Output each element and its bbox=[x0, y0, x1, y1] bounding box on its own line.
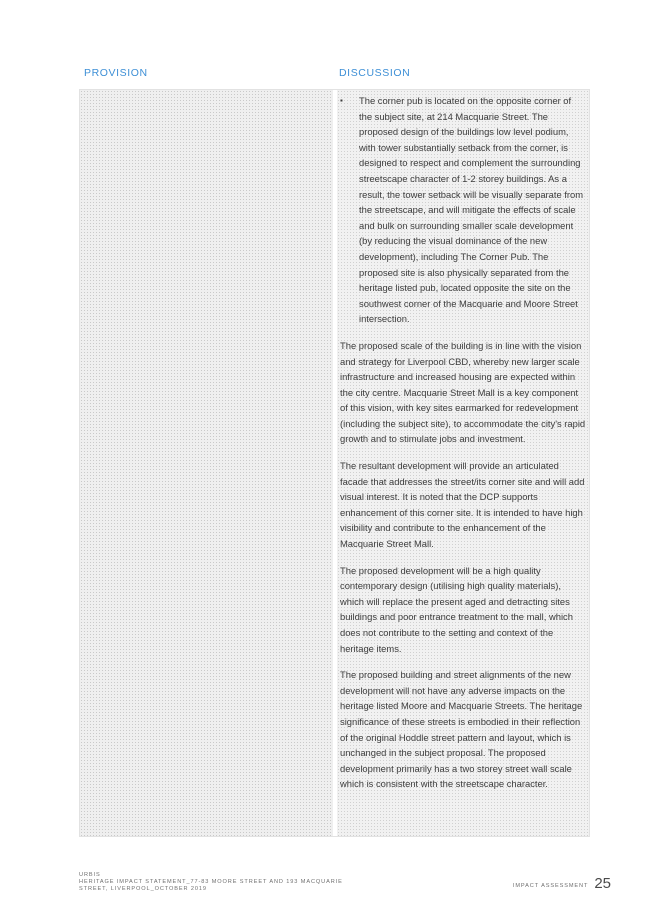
bullet-text: The corner pub is located on the opposite corner of the subject site, at 214 Macquarie Street. The proposed design of the buildings low level podium, with tower substantially setback from the corner, is designed to respect and complement the surrounding streetscape character of 1-2 storey buildings. As a result, the tower setback will be visually separate from the streetscape, and will mitigate the effects of scale and bulk on surrounding smaller scale development (by reducing the visual dominance of the new development), including The Corner Pub. The proposed site is also physically separated from the heritage listed pub, located opposite the site on the southwest corner of the Macquarie and Moore Street intersection. bbox=[359, 95, 584, 325]
paragraph-design-quality: The proposed development will be a high quality contemporary design (utilising high quality materials), which will replace the present aged and detracting sites buildings and poor entrance treatment to the mall, which does not contribute to the setting and context of the heritage items. bbox=[340, 564, 573, 654]
provision-discussion-table bbox=[79, 89, 590, 837]
paragraph-street-alignment: The proposed building and street alignments of the new development will not have any adverse impacts on the heritage listed Moore and Macquarie Streets. The heritage significance of these streets is embodied in their reflection of the original Hoddle street pattern and layout, which is unchanged in the subject proposal. The proposed development primarily has a two storey street wall scale which is consistent with the streetscape character. bbox=[340, 669, 583, 790]
discussion-content bbox=[340, 93, 586, 803]
page-number: 25 bbox=[594, 875, 611, 892]
footer-company: URBIS bbox=[79, 872, 101, 878]
footer-doc-title-line2: STREET, LIVERPOOL_OCTOBER 2019 bbox=[79, 886, 207, 892]
paragraph-facade: The resultant development will provide an articulated facade that addresses the street/its corner site and will add visual interest. It is noted that the DCP supports enhancement of this corner site. It is intended to have high visibility and contribute to the enhancement of the Macquarie Street Mall. bbox=[340, 460, 585, 550]
footer-section-label: IMPACT ASSESSMENT bbox=[512, 883, 589, 889]
square-bullet-icon: ▪ bbox=[340, 96, 343, 105]
footer-doc-title-line1: HERITAGE IMPACT STATEMENT_77-83 MOORE STREET AND 193 MACQUARIE bbox=[79, 879, 343, 885]
discussion-column-header: DISCUSSION bbox=[339, 67, 411, 79]
bullet-item-corner-pub bbox=[340, 93, 586, 327]
provision-column bbox=[80, 90, 333, 836]
paragraph-scale: The proposed scale of the building is in line with the vision and strategy for Liverpool CBD, whereby new larger scale infrastructure and increased housing are expected within the city centre. Macquarie Street Mall is a key component of this vision, with key sites earmarked for redevelopment (including the subject site), to accommodate the city's rapid growth and to stimulate jobs and investment. bbox=[340, 339, 586, 445]
footer-page-info bbox=[513, 876, 611, 891]
provision-column-header: PROVISION bbox=[84, 67, 148, 79]
footer-document-info bbox=[79, 872, 343, 893]
discussion-column bbox=[337, 90, 589, 836]
